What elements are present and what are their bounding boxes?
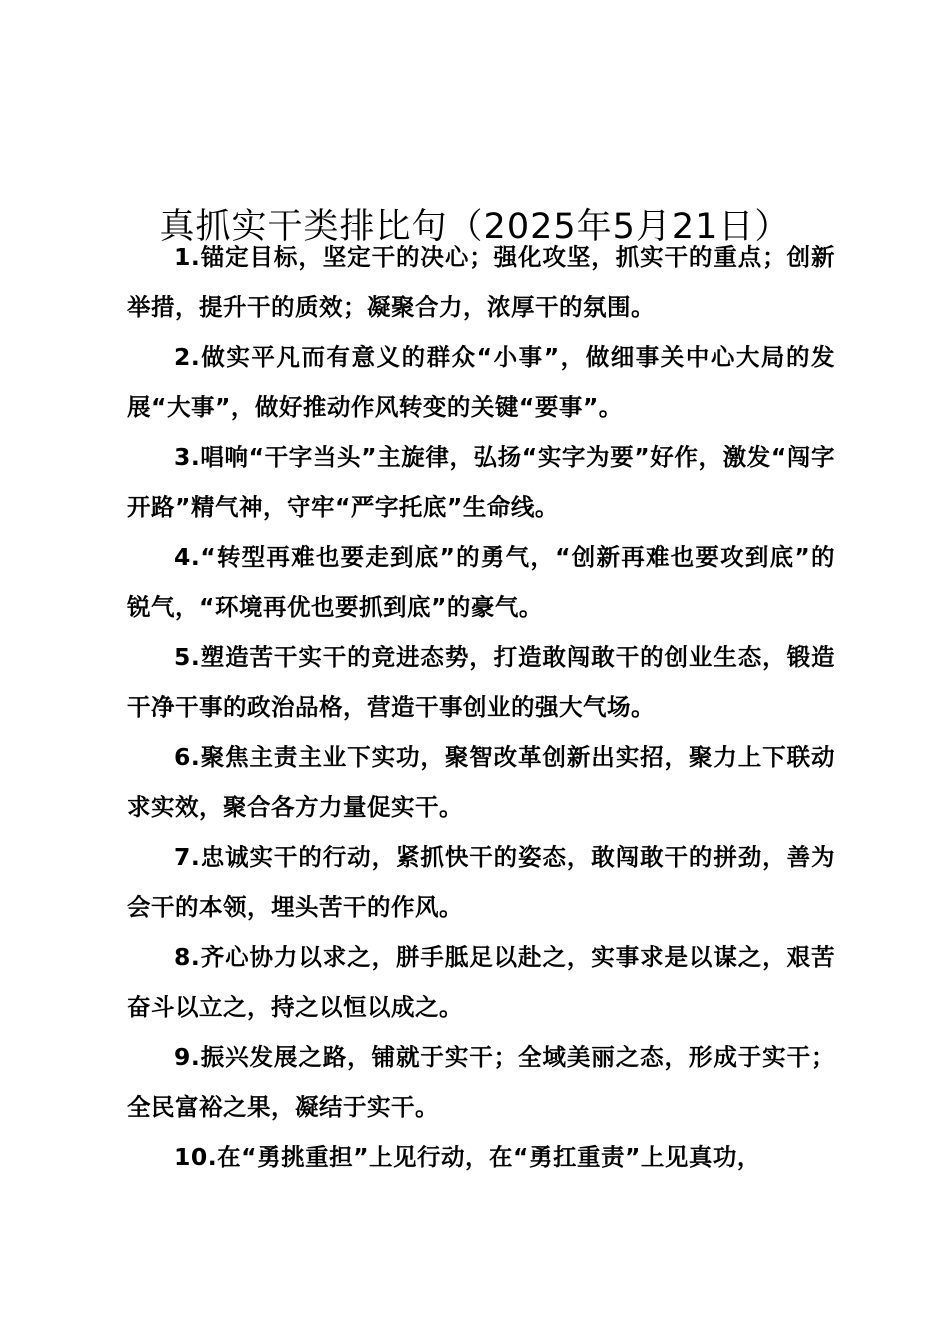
paragraph-1: 1.锚定目标，坚定干的决心；强化攻坚，抓实干的重点；创新举措，提升干的质效；凝聚合力，浓厚干的氛围。 [127,243,835,321]
paragraph-6: 6.聚焦主责主业下实功，聚智改革创新出实招，聚力上下联动求实效，聚合各方力量促实干。 [127,743,835,821]
paragraph-5: 5.塑造苦干实干的竞进态势，打造敢闯敢干的创业生态，锻造干净干事的政治品格，营造干事创业的强大气场。 [127,643,835,721]
paragraph-9: 9.振兴发展之路，铺就于实干；全域美丽之态，形成于实干；全民富裕之果，凝结于实干。 [127,1043,835,1121]
paragraph-10: 10.在“勇挑重担”上见行动，在“勇扛重责”上见真功， [174,1143,761,1171]
document-title: 真抓实干类排比句（2025年5月21日） [159,207,791,248]
paragraph-4: 4.“转型再难也要走到底”的勇气，“创新再难也要攻到底”的锐气，“环境再优也要抓到底”的豪气。 [127,543,835,621]
paragraph-3: 3.唱响“干字当头”主旋律，弘扬“实字为要”好作，激发“闯字开路”精气神，守牢“严字托底”生命线。 [127,443,835,521]
paragraph-2: 2.做实平凡而有意义的群众“小事”，做细事关中心大局的发展“大事”，做好推动作风转变的关键“要事”。 [127,343,835,421]
paragraph-7: 7.忠诚实干的行动，紧抓快干的姿态，敢闯敢干的拼劲，善为会干的本领，埋头苦干的作风。 [127,843,835,921]
paragraph-8: 8.齐心协力以求之，胼手胝足以赴之，实事求是以谋之，艰苦奋斗以立之，持之以恒以成之。 [127,943,835,1021]
document-body [127,232,835,1182]
